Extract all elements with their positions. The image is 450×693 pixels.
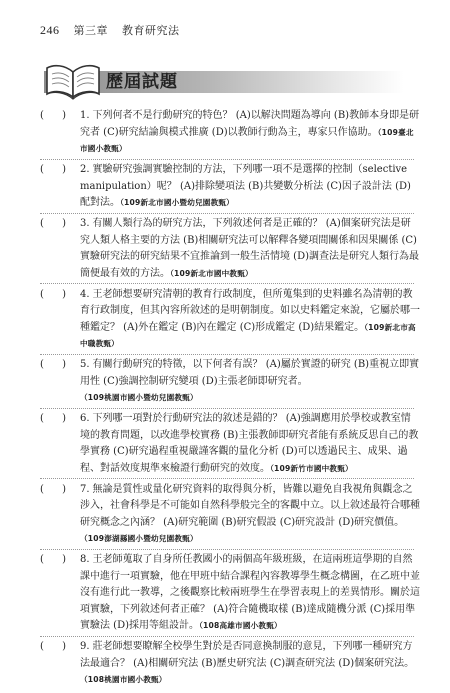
section-title: 歷屆試題 [106,72,178,92]
question-source: （109新北市國中教甄） [170,268,253,278]
question-source: （108桃園市國小教甄） [80,675,167,684]
question-number: 4. [80,288,90,300]
question-number: 1. [80,110,90,121]
question-text: 下列何者不是行動研究的特色？ (A)以解決問題為導向 (B)教師本身即是研究者 (C)研究結論與模式推廣 (D)以教師行動為主，專家只作協助。 [80,110,420,138]
question-text: 王老師想要研究清朝的教育行政制度，但所蒐集到的史料雖名為清朝的教育行政制度，但其內容所敘述的是明朝制度。如以史料鑑定來說，它屬於哪一種鑑定？ (A)外在鑑定 (B)內在鑑定 (C)形成鑑定 (D)結果鑑定。 [80,288,420,333]
question-item [0,411,450,477]
question-item [0,639,450,689]
question-number: 5. [80,359,90,370]
answer-blank: ( ) [40,554,66,565]
answer-blank: ( ) [40,359,66,370]
question-source: （109新北市高中職教甄） [80,322,416,348]
question-number: 6. [80,413,90,424]
question-text: 有關行動研究的特徵，以下何者有誤？ (A)屬於實證的研究 (B)重視立即實用性 (C)強調控制研究變項 (D)主張老師即研究者。 [80,359,420,387]
question-text: 莊老師想要瞭解全校學生對於是否同意換制服的意見，下列哪一種研究方法最適合？ (A)相關研究法 (B)歷史研究法 (C)調查研究法 (D)個案研究法。 [80,641,415,669]
question-text: 有關人類行為的研究方法，下列敘述何者是正確的？ (A)個案研究法是研究人類人格主要的方法 (B)相關研究法可以解釋各變項間關係和因果關係 (C)實驗研究法的研究結果不宜推論到一般生活情境 (D)調查法是研究人類行為最簡便最有效的方法。 [80,218,419,279]
question-source: （109澎湖縣國小暨幼兒園教甄） [80,534,198,543]
question-text: 實驗研究強調實驗控制的方法，下列哪一項不是選擇的控制（selective manipulation）呢？ (A)排除變項法 (B)共變數分析法 (C)因子設計法 (D)配對法。 [80,164,411,208]
question-source: （109新竹市國中教甄） [270,463,353,473]
answer-blank: ( ) [40,413,66,424]
question-item [0,162,450,212]
running-header [40,22,180,38]
open-book-icon [44,62,102,102]
question-item [0,482,450,548]
question-list [0,108,450,693]
question-item [0,287,450,353]
question-text: 下列哪一項對於行動研究法的敘述是錯的？ (A)強調應用於學校或教室情境的教育問題，以改進學校實務 (B)主張教師即研究者能有系統反思自己的教學實務 (C)研究過程重視嚴謹客觀的量化分析 (D)可以透過民主、成果、過程、對話效度規準來檢證行動研究的效度。 [80,413,419,474]
answer-blank: ( ) [40,218,66,229]
page-number: 246 [40,23,60,37]
question-source: （109新北市國小暨幼兒園教甄） [120,198,234,207]
chapter-title: 教育研究法 [122,24,180,37]
question-source: （109桃園市國小暨幼兒園教甄） [80,393,198,402]
answer-blank: ( ) [40,164,66,175]
question-source: （108高雄市國小教甄） [199,621,282,630]
question-item [0,357,450,407]
question-number: 2. [80,164,90,175]
question-number: 7. [80,483,90,495]
question-item [0,552,450,635]
question-source: （109臺北市國小教甄） [80,127,414,153]
chapter-label: 第三章 [73,24,108,37]
question-number: 8. [80,554,90,565]
question-text: 王老師蒐取了自身所任教國小的兩個高年級班級，在這兩班這學期的自然課中進行一項實驗，他在甲班中結合課程內容教導學生概念構圖，在乙班中並沒有進行此一教導，之後觀察比較兩班學生在學習表現上的差異情形。關於這項實驗，下列敘述何者正確？ (A)符合隨機取樣 (B)達成隨機分派 (C)採用準實驗法 (D)採用等組設計。 [80,554,420,631]
question-text: 無論是質性或量化研究資料的取得與分析，皆難以避免自我視角與觀念之涉入，社會科學是不可能如自然科學般完全的客觀中立。以上敘述最符合哪種研究概念之內涵？ (A)研究範圍 (B)研究假設 (C)研究設計 (D)研究價值。 [80,483,420,528]
section-banner [44,68,404,96]
question-item [0,216,450,282]
answer-blank: ( ) [40,288,66,300]
question-item [0,108,450,158]
question-number: 9. [80,641,90,652]
answer-blank: ( ) [40,641,66,652]
answer-blank: ( ) [40,110,66,121]
question-number: 3. [80,218,90,229]
answer-blank: ( ) [40,483,66,495]
